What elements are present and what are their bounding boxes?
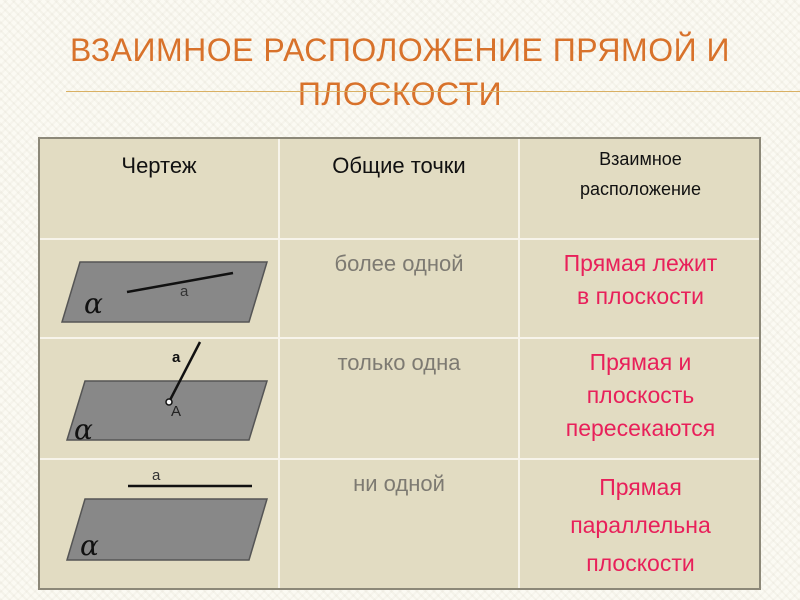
plane-label: α bbox=[84, 287, 103, 320]
row2-relation-line-3: пересекаются bbox=[565, 415, 716, 441]
line-label: a bbox=[152, 467, 161, 484]
figure-line-parallel-plane bbox=[67, 467, 267, 562]
line-label: a bbox=[172, 349, 181, 366]
plane-label: α bbox=[74, 413, 93, 446]
header-common-points: Общие точки bbox=[332, 153, 466, 178]
row2-relation-line-1: Прямая и bbox=[589, 349, 692, 375]
row1-common-points: более одной bbox=[334, 251, 464, 276]
row3-common-points: ни одной bbox=[353, 471, 445, 496]
row3-relation-line-3: плоскости bbox=[586, 550, 695, 576]
header-drawing: Чертеж bbox=[121, 153, 197, 178]
title-line-1: ВЗАИМНОЕ РАСПОЛОЖЕНИЕ ПРЯМОЙ И bbox=[70, 32, 730, 68]
row3-relation-line-2: параллельна bbox=[570, 512, 711, 538]
header-relation-line-2: расположение bbox=[580, 179, 701, 199]
figure-line-in-plane bbox=[62, 262, 267, 322]
row1-relation-line-1: Прямая лежит bbox=[563, 250, 718, 276]
row2-common-points: только одна bbox=[337, 350, 461, 375]
title-line-2: ПЛОСКОСТИ bbox=[297, 76, 503, 112]
row2-relation-line-2: плоскость bbox=[586, 382, 695, 408]
point-label: A bbox=[171, 403, 182, 420]
row3-relation-line-1: Прямая bbox=[599, 474, 682, 500]
plane-label: α bbox=[80, 529, 99, 562]
row1-relation-line-2: в плоскости bbox=[576, 283, 705, 309]
header-relation-line-1: Взаимное bbox=[599, 149, 682, 169]
figure-line-intersects-plane bbox=[67, 342, 267, 446]
line-label: a bbox=[180, 283, 189, 300]
plane-shape bbox=[67, 381, 267, 440]
